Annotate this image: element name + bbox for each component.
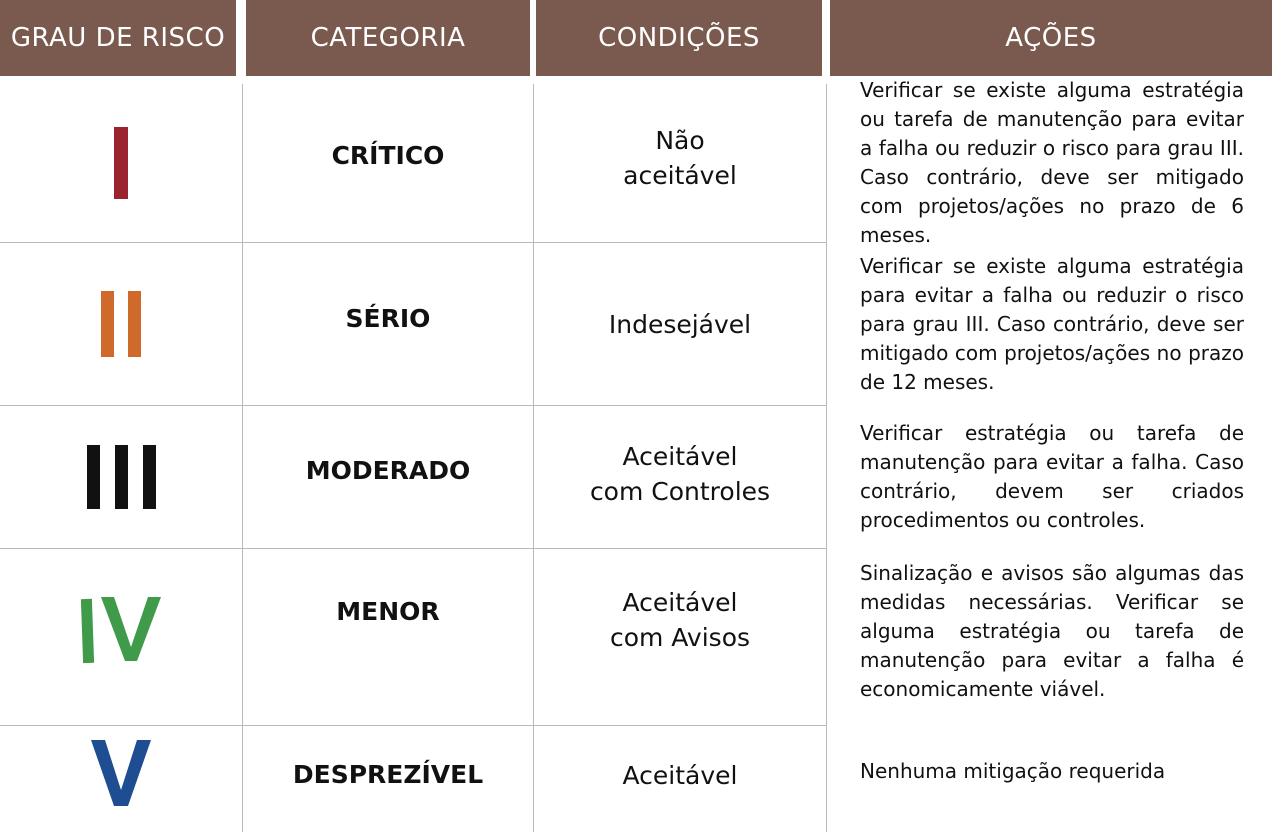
risk-grade-cell [0, 84, 242, 242]
category-label: MENOR [336, 596, 440, 626]
table-header [0, 0, 1272, 76]
condition-line: aceitável [623, 161, 737, 190]
table-row [0, 243, 1272, 405]
category-label: DESPREZÍVEL [292, 759, 484, 789]
condition-line: Aceitável [622, 588, 738, 617]
condition-cell [534, 84, 826, 242]
header-categoria: CATEGORIA [246, 0, 530, 76]
condition-cell [534, 406, 826, 548]
category-cell [243, 84, 533, 242]
header-condicoes: CONDIÇÕES [536, 0, 822, 76]
risk-grade-cell [0, 406, 242, 548]
risk-grade-II [101, 291, 141, 357]
grade-bar [143, 445, 156, 509]
action-cell [860, 406, 1244, 548]
table-row [0, 406, 1272, 548]
grade-bar [128, 291, 141, 357]
action-text: Nenhuma mitigação requerida [860, 758, 1166, 783]
condition-line: Aceitável [622, 760, 738, 790]
action-text: Verificar se existe alguma estratégia ou tarefa de manutenção para evitar a falha ou reduzir o risco para grau III. Caso contrário, deve ser mitigado com projetos/ações no prazo de 6 meses. [860, 78, 1244, 247]
category-label: MODERADO [305, 455, 471, 485]
table-row [0, 549, 1272, 725]
action-cell [860, 549, 1244, 725]
action-text: Sinalização e avisos são algumas das medidas necessárias. Verificar se alguma estratégia ou tarefa de manutenção para evitar a falha é economicamente viável. [860, 560, 1244, 701]
risk-grade-cell [0, 726, 242, 832]
condition-line: com Controles [589, 477, 771, 506]
condition-cell [534, 549, 826, 725]
action-text: Verificar se existe alguma estratégia para evitar a falha ou reduzir o risco para grau III. Caso contrário, deve ser mitigado com projetos/ações no prazo de 12 meses. [860, 253, 1244, 394]
grade-v-shape [91, 740, 151, 806]
category-cell [243, 243, 533, 405]
category-label: CRÍTICO [331, 140, 445, 170]
condition-cell [534, 726, 826, 832]
header-acoes: AÇÕES [830, 0, 1272, 76]
action-cell [860, 726, 1244, 832]
table-row [0, 726, 1272, 832]
action-text: Verificar estratégia ou tarefa de manutenção para evitar a falha. Caso contrário, devem ser criados procedimentos ou controles. [860, 421, 1244, 532]
grade-bar [87, 445, 100, 509]
condition-line: Indesejável [608, 309, 752, 339]
condition-cell [534, 243, 826, 405]
risk-grade-I [114, 127, 128, 199]
risk-grade-cell [0, 243, 242, 405]
condition-line: Não [655, 126, 705, 155]
grade-bar [114, 127, 128, 199]
table-row [0, 78, 1272, 247]
grade-bar [115, 445, 128, 509]
category-cell [243, 406, 533, 548]
category-cell [243, 726, 533, 832]
risk-grade-cell [0, 549, 242, 725]
category-label: SÉRIO [345, 303, 431, 333]
category-cell [243, 549, 533, 725]
condition-line: com Avisos [609, 623, 751, 652]
grade-bar [101, 291, 114, 357]
risk-grade-III [87, 445, 156, 509]
action-cell [860, 243, 1244, 405]
action-cell [860, 78, 1244, 247]
grade-bar [81, 599, 94, 663]
grade-v-shape [101, 597, 161, 661]
risk-grade-IV [79, 595, 163, 665]
risk-grade-V [89, 738, 153, 808]
condition-line: Aceitável [622, 442, 738, 471]
header-grau-de-risco: GRAU DE RISCO [0, 0, 236, 76]
